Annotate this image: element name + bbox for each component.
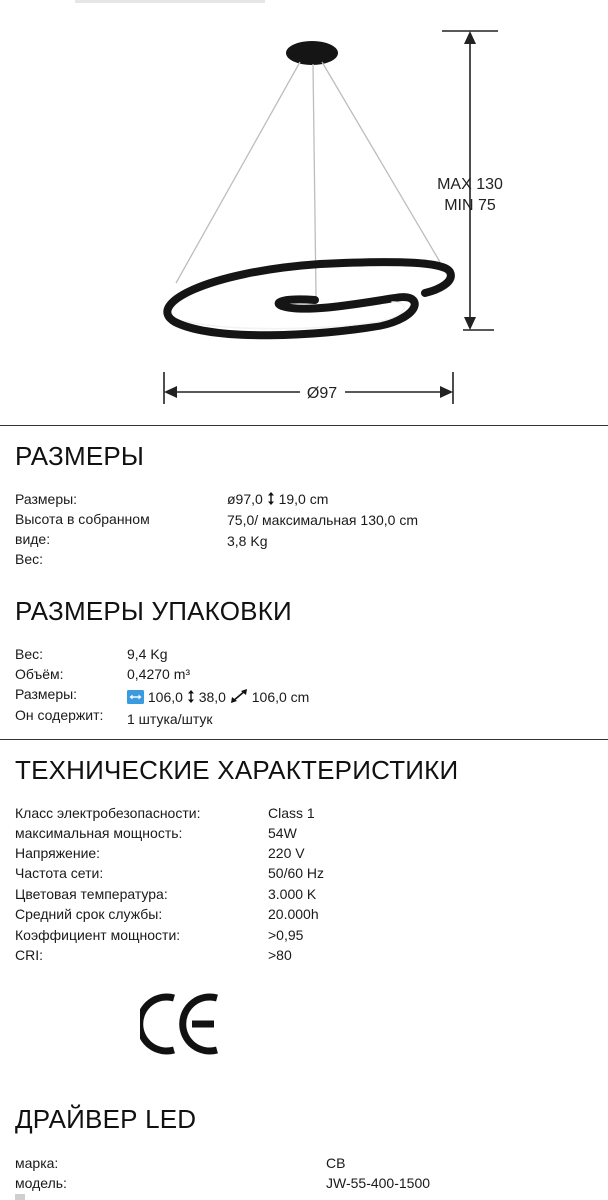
spec-label-safety-class: Класс электробезопасности: [15, 805, 201, 821]
spec-label-voltage: Напряжение: [15, 845, 101, 861]
pkg-weight-label: Вес: [15, 646, 44, 662]
height-min-label: MIN 75 [444, 197, 496, 214]
driver-label-model: модель: [15, 1175, 67, 1191]
dim-diameter: ø97,0 [227, 491, 263, 507]
spec-value-max-power: 54W [268, 825, 297, 841]
spec-value-frequency: 50/60 Hz [268, 865, 325, 881]
pkg-size-label: Размеры: [15, 686, 78, 702]
dim-height: 19,0 cm [278, 491, 329, 507]
dimensions-heading: РАЗМЕРЫ [15, 441, 145, 471]
dim-label-weight: Вес: [15, 551, 44, 567]
spec-label-color-temp: Цветовая температура: [15, 886, 168, 902]
driver-value-brand: CB [326, 1155, 346, 1171]
pkg-contains-value: 1 штука/штук [127, 711, 213, 727]
pkg-size-value [127, 687, 309, 707]
spec-label-lifetime: Средний срок службы: [15, 906, 163, 922]
height-max-label: MAX 130 [437, 176, 503, 193]
spec-label-cri: CRI: [15, 947, 43, 963]
product-dimension-diagram [0, 0, 608, 425]
pkg-depth: 106,0 cm [251, 689, 310, 705]
dim-label-height-1: Высота в собранном [15, 511, 150, 527]
pkg-weight-value: 9,4 Kg [127, 646, 168, 662]
dim-label-size: Размеры: [15, 491, 78, 507]
pkg-contains-label: Он содержит: [15, 707, 104, 723]
vertical-arrow-icon [267, 491, 275, 506]
specs-heading: ТЕХНИЧЕСКИЕ ХАРАКТЕРИСТИКИ [15, 755, 459, 785]
ceiling-canopy [286, 41, 338, 65]
spec-value-power-factor: >0,95 [268, 927, 304, 943]
dim-label-height-2: виде: [15, 531, 51, 547]
pkg-volume-label: Объём: [15, 666, 64, 682]
divider-1 [0, 425, 608, 426]
spec-label-power-factor: Коэффициент мощности: [15, 927, 181, 943]
driver-value-model: JW-55-400-1500 [326, 1175, 431, 1191]
spec-label-frequency: Частота сети: [15, 865, 104, 881]
spec-value-safety-class: Class 1 [268, 805, 315, 821]
diagonal-arrow-icon [230, 688, 248, 704]
clipped-top-text [75, 0, 265, 3]
pkg-volume-value: 0,4270 m³ [127, 666, 191, 682]
dim-weight-value: 3,8 Kg [227, 533, 268, 549]
divider-2 [0, 739, 608, 740]
driver-heading: ДРАЙВЕР LED [15, 1104, 197, 1134]
packaging-heading: РАЗМЕРЫ УПАКОВКИ [15, 596, 292, 626]
driver-next-row-clipped [15, 1194, 75, 1200]
spec-value-lifetime: 20.000h [268, 906, 319, 922]
dim-size-value [227, 489, 328, 509]
diameter-label: Ø97 [306, 385, 338, 402]
spec-value-voltage: 220 V [268, 845, 305, 861]
ce-mark-icon [140, 992, 220, 1056]
spec-label-max-power: максимальная мощность: [15, 825, 183, 841]
dim-height-value: 75,0/ максимальная 130,0 cm [227, 512, 418, 528]
pkg-height: 38,0 [198, 689, 226, 705]
pkg-width: 106,0 [147, 689, 183, 705]
vertical-arrow-icon [187, 689, 195, 704]
driver-label-brand: марка: [15, 1155, 59, 1171]
horizontal-arrow-icon [127, 690, 144, 704]
spec-value-cri: >80 [268, 947, 292, 963]
spiral-ring [167, 262, 451, 335]
spec-value-color-temp: 3.000 K [268, 886, 317, 902]
